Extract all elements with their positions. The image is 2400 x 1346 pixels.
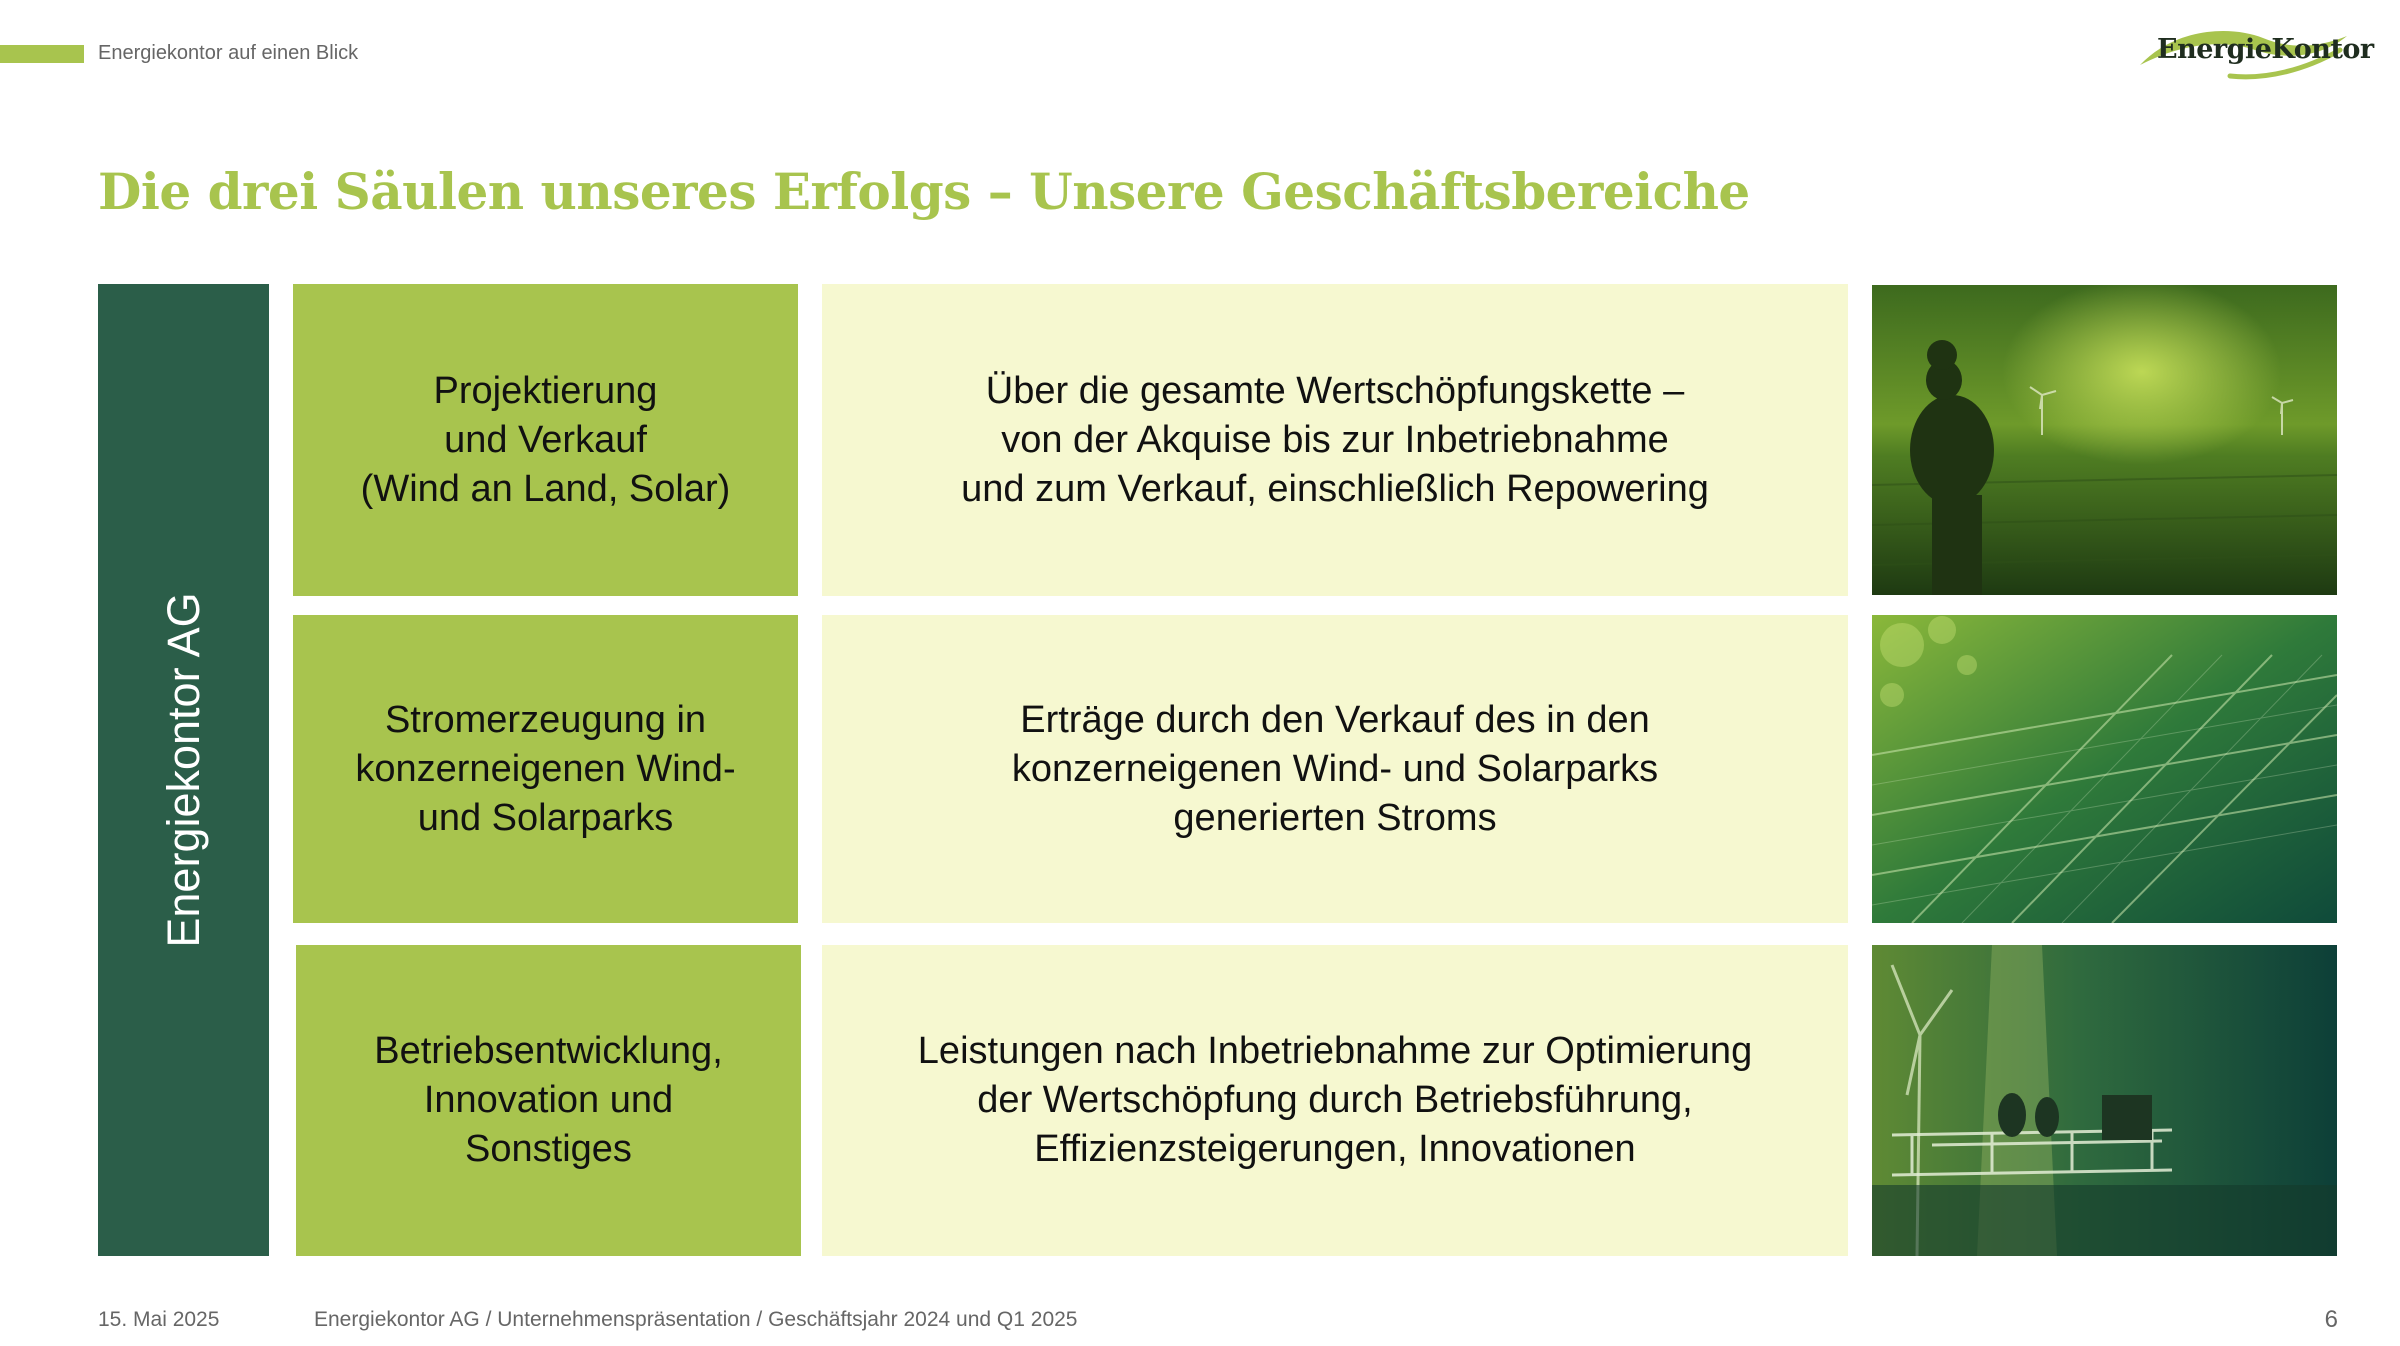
pillar-description-project-development: Über die gesamte Wertschöpfungskette – von der Akquise bis zur Inbetriebnahme und zum Verkauf, einschließlich Repowering bbox=[822, 284, 1848, 596]
photo-wind-turbine-platform bbox=[1872, 945, 2337, 1256]
turbine-photo-icon bbox=[1872, 945, 2337, 1256]
section-label: Energiekontor auf einen Blick bbox=[98, 42, 359, 64]
company-logo bbox=[2135, 20, 2374, 82]
pillar-name-project-development: Projektierung und Verkauf (Wind an Land, Solar) bbox=[293, 284, 798, 596]
page-number: 6 bbox=[2324, 1306, 2338, 1333]
solar-panel-photo-icon bbox=[1872, 615, 2337, 923]
footer-source: Energiekontor AG / Unternehmenspräsentation / Geschäftsjahr 2024 und Q1 2025 bbox=[314, 1308, 1078, 1331]
photo-solar-panels bbox=[1872, 615, 2337, 923]
pillar-name-power-generation: Stromerzeugung in konzerneigenen Wind- und Solarparks bbox=[293, 615, 798, 923]
company-side-label: Energiekontor AG bbox=[157, 592, 209, 948]
pillar-description-power-generation: Erträge durch den Verkauf des in den konzerneigenen Wind- und Solarparks generierten Stroms bbox=[822, 615, 1848, 923]
photo-child-wind-field bbox=[1872, 285, 2337, 595]
pillar-name-operations-innovation: Betriebsentwicklung, Innovation und Sonstiges bbox=[296, 945, 801, 1256]
company-side-panel bbox=[98, 284, 269, 1256]
footer-date: 15. Mai 2025 bbox=[98, 1308, 220, 1331]
field-photo-icon bbox=[1872, 285, 2337, 595]
pillar-description-operations-innovation: Leistungen nach Inbetriebnahme zur Optimierung der Wertschöpfung durch Betriebsführung, Effizienzsteigerungen, Innovationen bbox=[822, 945, 1848, 1256]
page-title: Die drei Säulen unseres Erfolgs – Unsere Geschäftsbereiche bbox=[98, 162, 1750, 221]
header-accent-bar bbox=[0, 45, 84, 63]
logo-wordmark: EnergieKontor bbox=[2157, 34, 2374, 65]
